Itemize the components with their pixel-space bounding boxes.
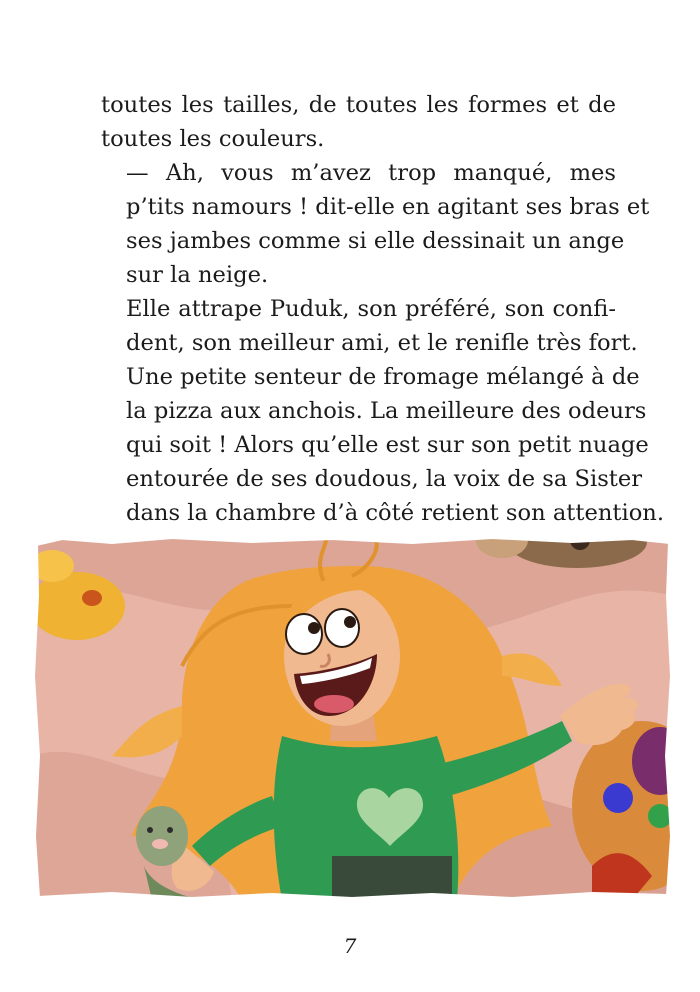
right-pupil — [344, 616, 356, 628]
illustration-drawing — [32, 536, 674, 900]
text-line: sur la neige. — [126, 262, 269, 288]
tongue — [314, 695, 354, 713]
paragraph-3 — [101, 292, 665, 530]
right-eye — [325, 609, 359, 647]
text-line: p’tits namours ! dit-elle en agitant ses bras et — [126, 194, 650, 220]
body-text — [101, 88, 665, 530]
page-number: 7 — [343, 934, 357, 958]
left-pupil — [308, 622, 320, 634]
text-line: — Ah, vous m’avez trop manqué, mes — [126, 160, 616, 186]
text-line: dent, son meilleur ami, et le renifle très fort. — [126, 330, 638, 356]
paragraph-1 — [101, 88, 616, 156]
paragraph-2 — [101, 156, 650, 292]
text-line: Elle attrape Puduk, son préféré, son confi- — [126, 296, 616, 322]
left-eye — [286, 614, 322, 654]
text-line: toutes les couleurs. — [101, 126, 325, 152]
text-line: dans la chambre d’à côté retient son attention. — [126, 500, 665, 526]
text-line: Une petite senteur de fromage mélangé à de — [126, 364, 640, 390]
text-line: la pizza aux anchois. La meilleure des odeurs — [126, 398, 647, 424]
illustration — [32, 536, 674, 900]
text-line: ses jambes comme si elle dessinait un ange — [126, 228, 625, 254]
text-line: toutes les tailles, de toutes les formes et de — [101, 92, 616, 118]
text-line: qui soit ! Alors qu’elle est sur son petit nuage — [126, 432, 649, 458]
text-line: entourée de ses doudous, la voix de sa Sister — [126, 466, 643, 492]
